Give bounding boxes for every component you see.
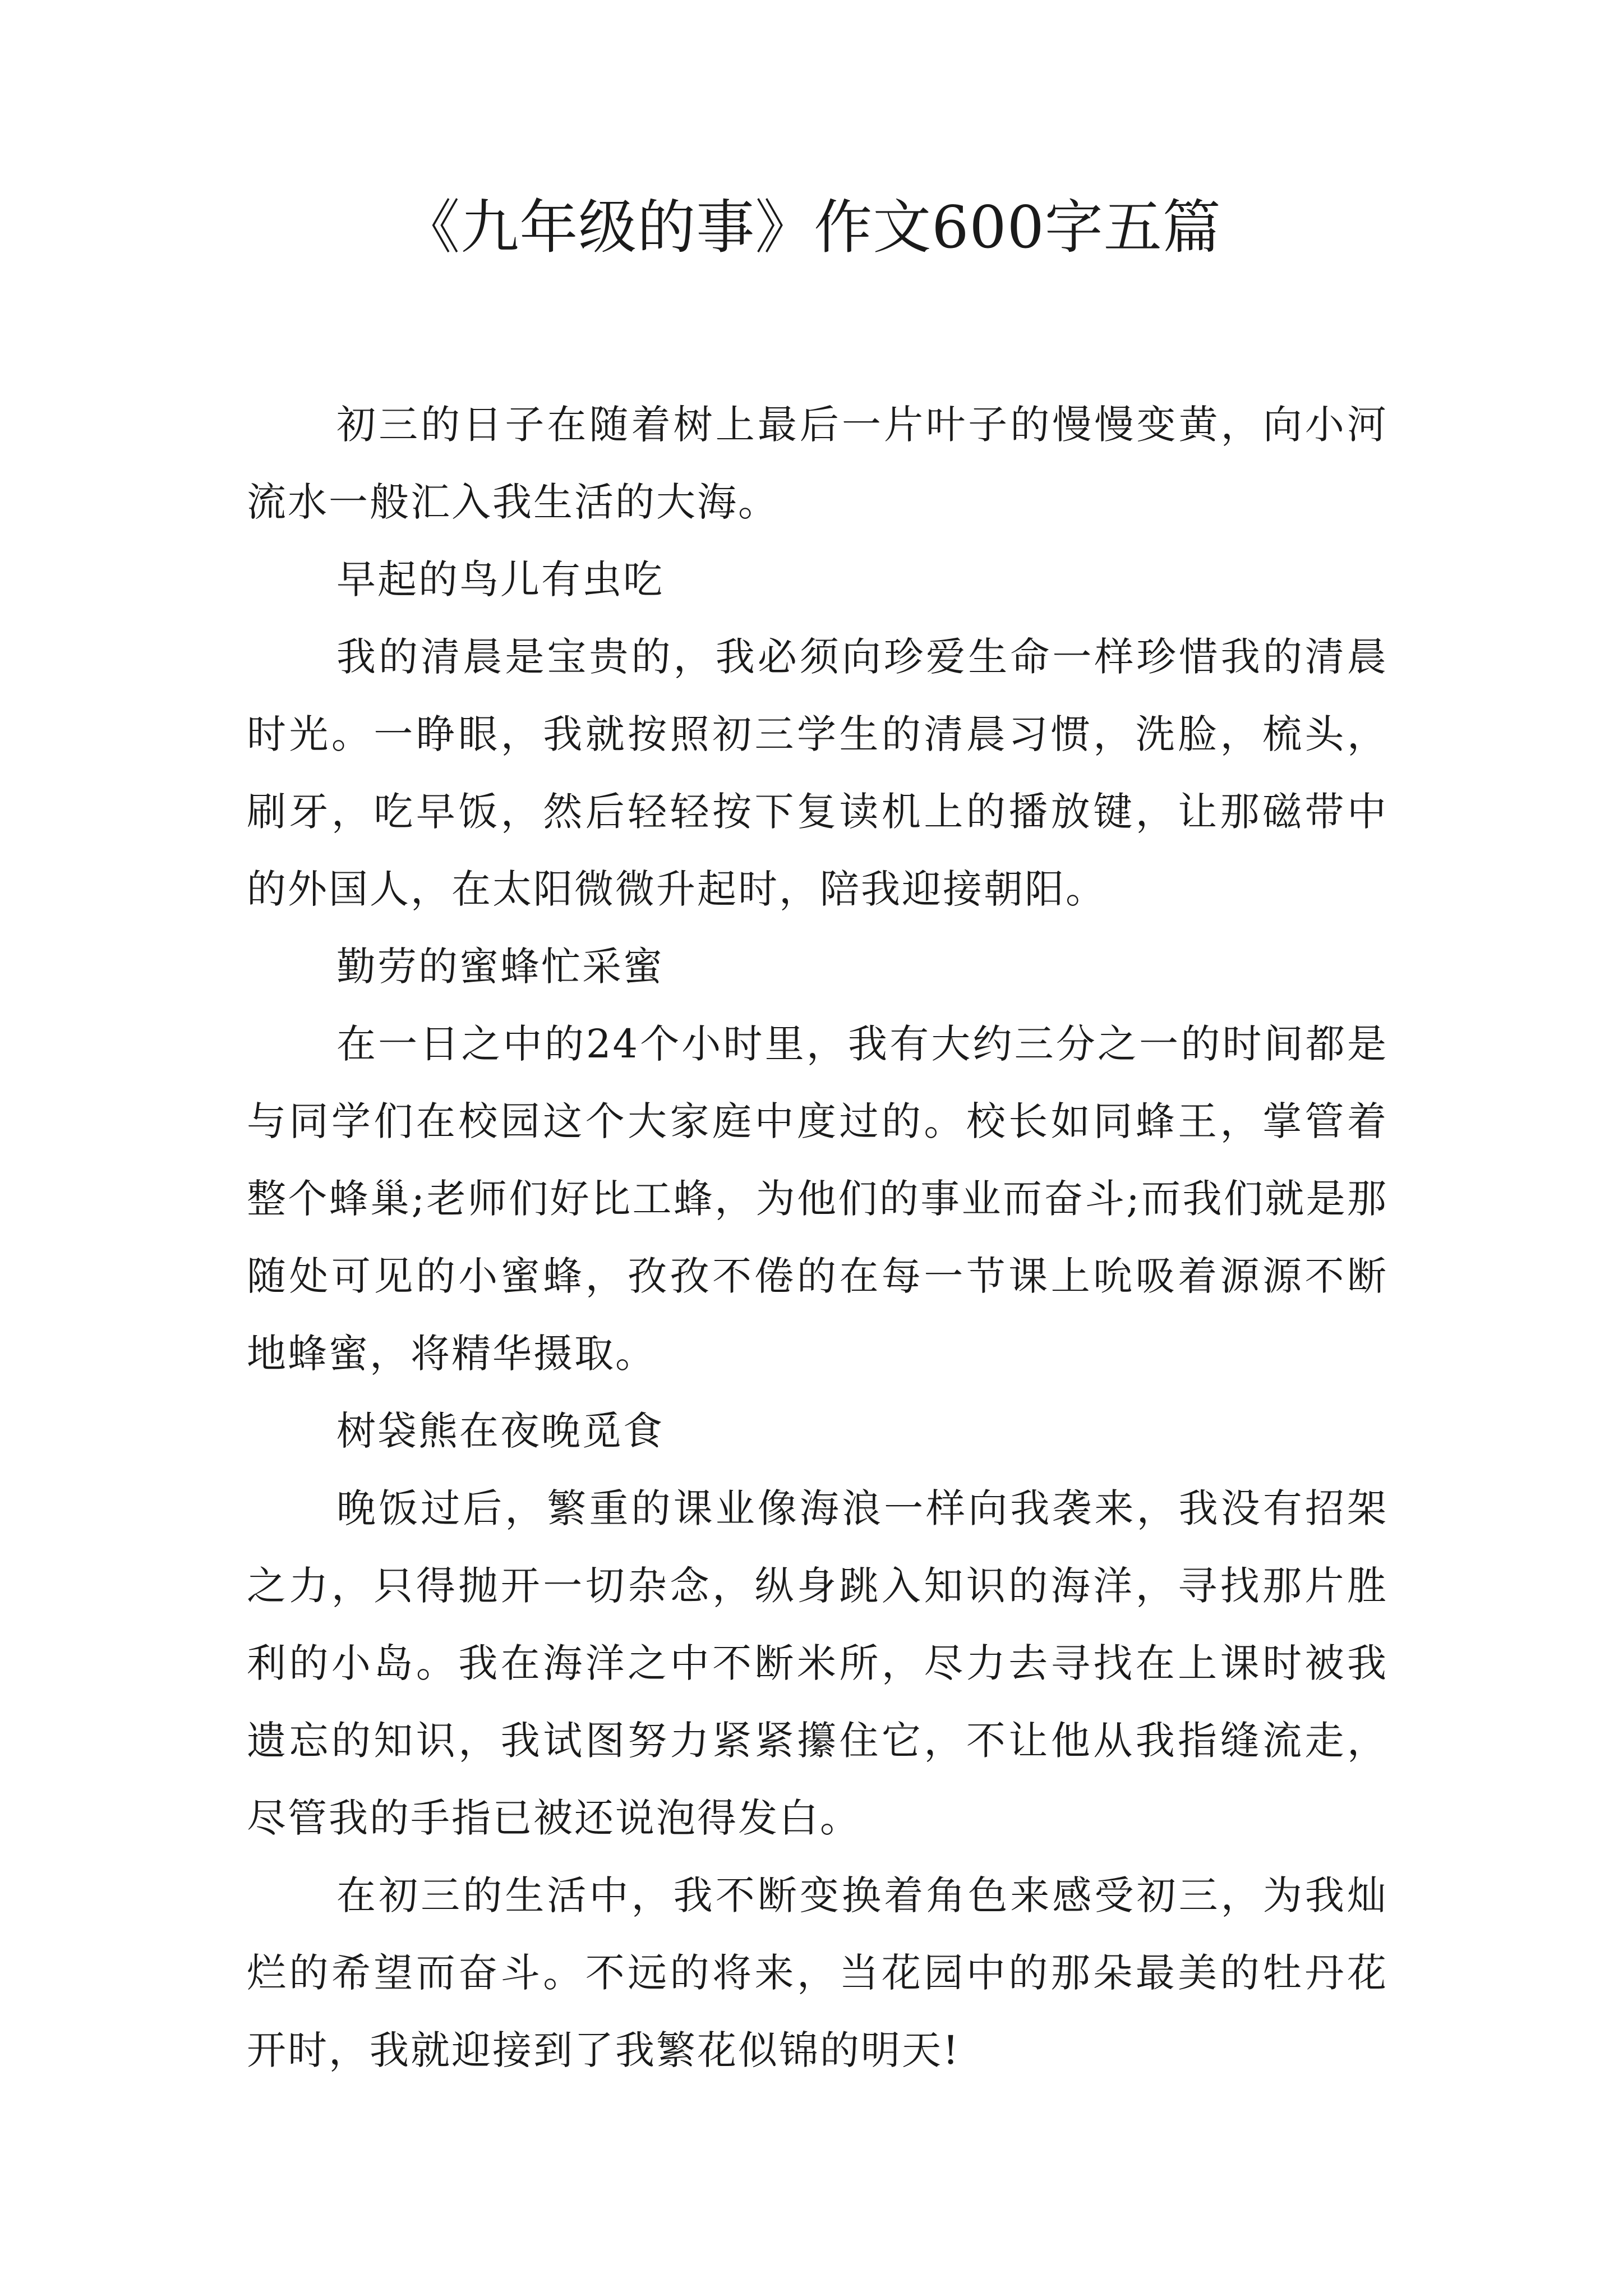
paragraph: 初三的日子在随着树上最后一片叶子的慢慢变黄，向小河流水一般汇入我生活的大海。 [247,402,1388,525]
paragraph: 我的清晨是宝贵的，我必须向珍爱生命一样珍惜我的清晨时光。一睁眼，我就按照初三学生的清晨习惯，洗脸，梳头，刷牙，吃早饭，然后轻轻按下复读机上的播放键，让那磁带中的外国人，在太阳微微升起时，陪我迎接朝阳。 [247,634,1388,912]
section-heading: 树袋熊在夜晚觅食 [336,1408,664,1454]
paragraph: 在一日之中的24个小时里，我有大约三分之一的时间都是与同学们在校园这个大家庭中度过的。校长如同蜂王，掌管着整个蜂巢;老师们好比工蜂，为他们的事业而奋斗;而我们就是那随处可见的小蜜蜂，孜孜不倦的在每一节课上吮吸着源源不断地蜂蜜，将精华摄取。 [247,1021,1388,1377]
document-body [247,386,1388,2089]
section-heading: 勤劳的蜜蜂忙采蜜 [336,944,664,990]
paragraph: 晚饭过后，繁重的课业像海浪一样向我袭来，我没有招架之力，只得抛开一切杂念，纵身跳入知识的海洋，寻找那片胜利的小岛。我在海洋之中不断米所，尽力去寻找在上课时被我遗忘的知识，我试图努力紧紧攥住它，不让他从我指缝流走，尽管我的手指已被还说泡得发白。 [247,1485,1388,1841]
section-heading: 早起的鸟儿有虫吃 [336,556,664,602]
paragraph: 在初三的生活中，我不断变换着角色来感受初三，为我灿烂的希望而奋斗。不远的将来，当花园中的那朵最美的牡丹花开时，我就迎接到了我繁花似锦的明天! [247,1872,1388,2073]
document-title: 《九年级的事》作文600字五篇 [402,193,1221,261]
